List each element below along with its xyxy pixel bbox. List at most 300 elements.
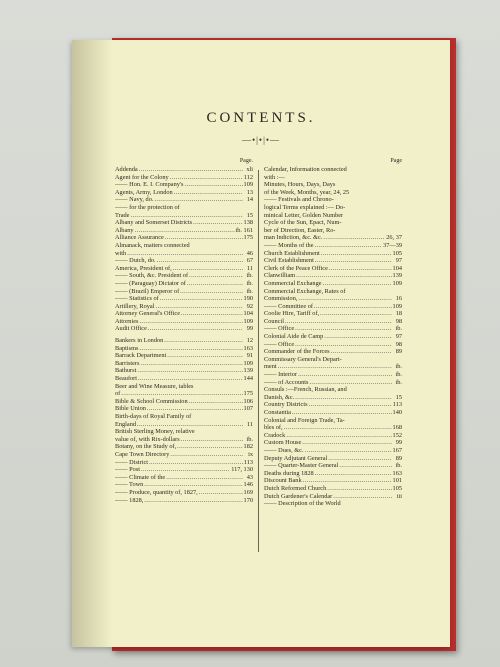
entry-page-number: ib. xyxy=(395,325,402,333)
contents-entry xyxy=(264,439,402,447)
leader-dots xyxy=(315,242,383,250)
entry-title: Beer and Wine Measure, tables xyxy=(115,382,194,390)
contents-entry xyxy=(264,295,402,303)
entry-title: Attorney General's Office xyxy=(115,310,181,318)
left-rows xyxy=(115,166,253,504)
contents-entry xyxy=(115,227,253,235)
contents-entry xyxy=(264,493,402,501)
leader-dots xyxy=(148,325,243,333)
leader-dots xyxy=(305,447,392,455)
contents-entry xyxy=(115,352,253,360)
contents-entry xyxy=(115,383,253,391)
leader-dots xyxy=(298,295,392,303)
entry-page-number: 152 xyxy=(392,431,402,439)
leader-dots xyxy=(167,352,243,360)
entry-title: Danish, &c. xyxy=(264,393,295,401)
entry-title: Deaths during 1828 xyxy=(264,469,314,477)
contents-entry xyxy=(115,337,253,345)
entry-title: Addenda xyxy=(115,166,138,173)
contents-entry xyxy=(115,443,253,451)
leader-dots xyxy=(315,470,392,478)
leader-dots xyxy=(292,409,392,417)
entry-title: British Sterling Money, relative xyxy=(115,428,195,436)
entry-title: Bible Union xyxy=(115,405,146,413)
leader-dots xyxy=(137,421,243,429)
entry-page-number: 91 xyxy=(246,352,253,360)
leader-dots xyxy=(165,234,243,242)
contents-entry xyxy=(264,363,402,371)
leader-dots xyxy=(303,477,392,485)
contents-entry xyxy=(115,325,253,333)
leader-dots xyxy=(333,493,392,501)
entry-title: —— (Paraguay) Dictator of xyxy=(115,279,186,287)
leader-dots xyxy=(324,333,392,341)
entry-page-number: 109 xyxy=(392,279,402,287)
contents-entry xyxy=(115,489,253,497)
contents-entry xyxy=(264,227,402,235)
entry-title: Bankers in London xyxy=(115,337,164,345)
contents-entry xyxy=(264,189,402,197)
leader-dots xyxy=(181,310,243,318)
leader-dots xyxy=(315,257,392,265)
contents-entry xyxy=(264,417,402,425)
entry-title: America, President of, xyxy=(115,264,172,272)
contents-entry xyxy=(264,250,402,258)
entry-title: ber of Direction, Easter, Ro- xyxy=(264,226,336,234)
entry-page-number: ib. 161 xyxy=(235,226,253,234)
right-rows xyxy=(264,166,402,508)
entry-page-number: 175 xyxy=(243,390,253,398)
contents-entry xyxy=(264,348,402,356)
entry-page-number: 169 xyxy=(243,488,253,496)
contents-entry xyxy=(115,345,253,353)
leader-dots xyxy=(189,272,243,280)
entry-title: Coolie Hire, Tariff of, xyxy=(264,310,320,318)
leader-dots xyxy=(164,337,243,345)
contents-entry xyxy=(264,212,402,220)
entry-title: —— Town xyxy=(115,481,144,489)
entry-page-number: 15 xyxy=(246,211,253,219)
leader-dots xyxy=(135,227,235,235)
entry-page-number: 144 xyxy=(243,375,253,383)
leader-dots xyxy=(328,455,392,463)
contents-entry xyxy=(115,459,253,467)
entry-page-number: ib. xyxy=(395,363,402,371)
contents-entry xyxy=(264,394,402,402)
entry-title: Artillery, Royal xyxy=(115,302,155,310)
contents-entry xyxy=(115,421,253,429)
entry-title: —— Climate of the xyxy=(115,473,166,481)
entry-page-number: 89 xyxy=(395,348,402,356)
entry-page-number: 104 xyxy=(392,264,402,272)
right-page-label: Page xyxy=(390,158,402,164)
contents-entry xyxy=(115,288,253,296)
entry-page-number: 11 xyxy=(246,264,253,272)
entry-title: ment xyxy=(264,363,277,371)
leader-dots xyxy=(180,288,243,296)
entry-title: Attornies xyxy=(115,317,139,325)
contents-entry xyxy=(115,466,253,474)
entry-page-number: 97 xyxy=(395,257,402,265)
entry-title: Cradock xyxy=(264,431,286,439)
entry-title: Agent for the Colony xyxy=(115,173,169,181)
entry-page-number: 139 xyxy=(392,272,402,280)
leader-dots xyxy=(323,280,392,288)
entry-page-number: ib. xyxy=(246,272,253,280)
entry-page-number: 89 xyxy=(395,454,402,462)
entry-title: —— Office xyxy=(264,340,295,348)
entry-page-number: ix xyxy=(248,450,253,458)
entry-title: man Indiction, &c. &c. xyxy=(264,234,323,242)
leader-dots xyxy=(331,348,392,356)
entry-title: Barrack Department xyxy=(115,352,167,360)
entry-page-number: 101 xyxy=(392,477,402,485)
entry-page-number: 139 xyxy=(243,367,253,375)
entry-title: Albany and Somerset Districts xyxy=(115,219,193,227)
contents-entry xyxy=(115,166,253,174)
entry-page-number: 98 xyxy=(395,340,402,348)
entry-title: England xyxy=(115,420,136,428)
title-ornament: —•|•|•— xyxy=(241,135,281,145)
leader-dots xyxy=(174,189,243,197)
entry-title: with :— xyxy=(264,173,285,181)
entry-title: —— 1828, xyxy=(115,496,144,504)
contents-entry xyxy=(264,166,402,174)
entry-page-number: ib. xyxy=(246,435,253,443)
entry-title: Commission, xyxy=(264,295,298,303)
entry-title: —— Dutch, do. xyxy=(115,257,156,265)
entry-title: Commercial Exchange, Rates of xyxy=(264,287,346,295)
contents-entry xyxy=(115,318,253,326)
contents-entry xyxy=(264,234,402,242)
entry-page-number: ib. xyxy=(395,371,402,379)
entry-title: Calendar, Information connected xyxy=(264,166,347,173)
leader-dots xyxy=(139,345,242,353)
leader-dots xyxy=(309,379,392,387)
leader-dots xyxy=(286,432,391,440)
entry-title: Birth-days of Royal Family of xyxy=(115,413,192,420)
contents-entry xyxy=(264,325,402,333)
entry-title: Dutch Reformed Church xyxy=(264,484,327,492)
entry-page-number: 18 xyxy=(395,310,402,318)
leader-dots xyxy=(309,401,392,409)
entry-title: Cape Town Directory xyxy=(115,450,170,458)
leader-dots xyxy=(144,481,242,489)
leader-dots xyxy=(140,360,242,368)
entry-page-number: 16 xyxy=(395,295,402,303)
entry-title: Colonial Aide de Camp xyxy=(264,333,324,341)
contents-entry xyxy=(264,500,402,508)
contents-entry xyxy=(264,204,402,212)
entry-title: —— Interior xyxy=(264,371,298,379)
entry-page-number: ib. xyxy=(246,279,253,287)
entry-title: —— District xyxy=(115,458,149,466)
entry-title: Clerk of the Peace Office xyxy=(264,264,328,272)
entry-title: Consuls :—French, Russian, and xyxy=(264,386,347,394)
leader-dots xyxy=(130,212,243,220)
entry-title: —— Months of the xyxy=(264,241,314,249)
entry-page-number: 97 xyxy=(395,333,402,341)
entry-page-number: 109 xyxy=(243,359,253,367)
entry-page-number: 46 xyxy=(246,249,253,257)
contents-entry xyxy=(115,497,253,505)
entry-page-number: 12 xyxy=(246,337,253,345)
contents-entry xyxy=(264,219,402,227)
entry-page-number: 104 xyxy=(243,310,253,318)
entry-title: Audit Office xyxy=(115,325,147,333)
leader-dots xyxy=(295,341,392,349)
leader-dots xyxy=(298,371,392,379)
entry-title: Country Districts xyxy=(264,401,308,409)
entry-page-number: 13 xyxy=(246,188,253,196)
entry-page-number: iii xyxy=(396,492,402,500)
entry-page-number: 170 xyxy=(243,496,253,504)
entry-title: —— Office xyxy=(264,325,295,333)
entry-title: Dutch Gardener's Calendar xyxy=(264,492,333,500)
entry-title: Church Establishment xyxy=(264,249,320,257)
leader-dots xyxy=(285,318,392,326)
entry-page-number: xli xyxy=(246,166,253,173)
leader-dots xyxy=(296,272,391,280)
entry-title: —— Hon. E. I. Company's xyxy=(115,181,184,189)
entry-title: —— Quarter-Master General xyxy=(264,462,339,470)
contents-entry xyxy=(264,196,402,204)
leader-dots xyxy=(339,462,392,470)
entry-title: —— for the protection of xyxy=(115,203,180,211)
entry-title: of the Week, Months, year, 24, 25 xyxy=(264,188,350,196)
leader-dots xyxy=(199,489,243,497)
contents-entry xyxy=(115,303,253,311)
contents-entry xyxy=(115,310,253,318)
entry-title: —— Festivals and Chrono- xyxy=(264,196,334,204)
left-page-label: Page. xyxy=(239,158,253,164)
leader-dots xyxy=(284,424,392,432)
leader-dots xyxy=(295,325,392,333)
leader-dots xyxy=(314,303,392,311)
entry-title: of xyxy=(115,390,121,398)
leader-dots xyxy=(321,250,392,258)
entry-page-number: 140 xyxy=(392,409,402,416)
contents-entry xyxy=(115,242,253,250)
contents-entry xyxy=(115,212,253,220)
entry-page-number: 109 xyxy=(392,302,402,310)
entry-title: Council xyxy=(264,317,284,325)
entry-title: Civil Establishment xyxy=(264,257,314,265)
entry-page-number: 163 xyxy=(243,344,253,352)
entry-title: Albany xyxy=(115,226,134,234)
entry-title: Discount Bank xyxy=(264,477,302,485)
entry-page-number: 138 xyxy=(243,219,253,227)
contents-entry xyxy=(115,280,253,288)
leader-dots xyxy=(139,166,243,174)
contents-entry xyxy=(264,181,402,189)
contents-entry xyxy=(264,318,402,326)
entry-page-number: 11 xyxy=(246,420,253,428)
contents-entry xyxy=(115,295,253,303)
entry-title: Cycle of the Sun, Epact, Num- xyxy=(264,219,342,227)
leader-dots xyxy=(181,436,243,444)
leader-dots xyxy=(193,219,242,227)
contents-right-column xyxy=(264,158,402,508)
contents-entry xyxy=(264,379,402,387)
entry-page-number: 113 xyxy=(243,458,253,466)
leader-dots xyxy=(170,451,243,459)
leader-dots xyxy=(149,459,243,467)
contents-entry xyxy=(264,303,402,311)
contents-entry xyxy=(264,310,402,318)
entry-title: Commissary General's Depart- xyxy=(264,355,342,363)
contents-left-column xyxy=(115,158,253,504)
entry-page-number: 163 xyxy=(392,469,402,477)
entry-page-number: 105 xyxy=(392,249,402,257)
leader-dots xyxy=(323,234,385,242)
entry-title: Constantia xyxy=(264,409,291,416)
contents-entry xyxy=(115,257,253,265)
contents-entry xyxy=(115,405,253,413)
contents-entry xyxy=(115,398,253,406)
entry-page-number: 37—39 xyxy=(383,241,402,249)
contents-entry xyxy=(264,470,402,478)
entry-page-number: 109 xyxy=(243,181,253,189)
leader-dots xyxy=(127,250,243,258)
leader-dots xyxy=(327,485,391,493)
contents-entry xyxy=(264,356,402,364)
entry-title: —— Produce, quantity of, 1827, xyxy=(115,488,198,496)
entry-title: bles of, xyxy=(264,424,283,432)
entry-title: Clanwilliam xyxy=(264,272,296,280)
entry-page-number: 67 xyxy=(246,257,253,265)
entry-title: Custom House xyxy=(264,439,302,447)
entry-title: —— Statistics of xyxy=(115,295,159,303)
entry-title: Alliance Assurance xyxy=(115,234,164,242)
leader-dots xyxy=(177,443,242,451)
contents-entry xyxy=(115,196,253,204)
leader-dots xyxy=(137,367,242,375)
entry-title: —— South, &c. President of xyxy=(115,272,189,280)
contents-entry xyxy=(115,413,253,421)
entry-title: Bathurst xyxy=(115,367,137,375)
contents-entry xyxy=(115,428,253,436)
contents-entry xyxy=(264,341,402,349)
leader-dots xyxy=(160,295,243,303)
leader-dots xyxy=(187,280,243,288)
leader-dots xyxy=(184,181,242,189)
entry-title: Colonial and Foreign Trade, Ta- xyxy=(264,416,345,424)
leader-dots xyxy=(166,474,243,482)
leader-dots xyxy=(154,196,243,204)
contents-entry xyxy=(264,409,402,417)
entry-page-number: 107 xyxy=(243,405,253,413)
entry-title: —— Description of the World xyxy=(264,500,341,508)
contents-entry xyxy=(115,390,253,398)
contents-entry xyxy=(264,257,402,265)
leader-dots xyxy=(157,257,243,265)
entry-page-number: 26, 37 xyxy=(386,234,402,242)
contents-entry xyxy=(115,481,253,489)
contents-entry xyxy=(115,436,253,444)
entry-page-number: ib. xyxy=(246,287,253,295)
leader-dots xyxy=(295,394,392,402)
entry-page-number: 99 xyxy=(395,439,402,447)
contents-entry xyxy=(115,219,253,227)
entry-page-number: 146 xyxy=(243,481,253,489)
contents-entry xyxy=(264,485,402,493)
contents-entry xyxy=(115,474,253,482)
entry-page-number: 106 xyxy=(243,397,253,405)
entry-page-number: 43 xyxy=(246,473,253,481)
entry-page-number: 109 xyxy=(243,317,253,325)
contents-entry xyxy=(264,242,402,250)
contents-entry xyxy=(264,462,402,470)
entry-title: Trade xyxy=(115,211,130,219)
leader-dots xyxy=(189,398,243,406)
entry-title: —— Post xyxy=(115,466,141,474)
entry-page-number: 98 xyxy=(395,317,402,325)
contents-entry xyxy=(264,477,402,485)
contents-entry xyxy=(264,424,402,432)
entry-title: —— of Accounts xyxy=(264,378,309,386)
contents-entry xyxy=(115,360,253,368)
entry-title: Baptisms xyxy=(115,344,139,352)
entry-page-number: 113 xyxy=(392,401,402,409)
leader-dots xyxy=(173,265,243,273)
entry-title: Minutes, Hours, Days, Days xyxy=(264,181,336,189)
entry-page-number: ib. xyxy=(395,378,402,386)
contents-entry xyxy=(115,265,253,273)
contents-entry xyxy=(264,288,402,296)
entry-title: logical Terms explained :— Do- xyxy=(264,203,346,211)
leader-dots xyxy=(121,390,242,398)
contents-entry xyxy=(264,447,402,455)
leader-dots xyxy=(144,497,242,505)
entry-title: value of, with Rix-dollars xyxy=(115,435,180,443)
entry-title: —— Navy, do. xyxy=(115,196,154,204)
contents-entry xyxy=(264,272,402,280)
entry-title: Bible & School Commission xyxy=(115,397,188,405)
entry-page-number: 168 xyxy=(392,424,402,432)
contents-entry xyxy=(264,333,402,341)
entry-page-number: 175 xyxy=(243,234,253,242)
entry-page-number: 190 xyxy=(243,295,253,303)
entry-title: Agents, Army, London xyxy=(115,188,173,196)
leader-dots xyxy=(320,310,392,318)
entry-page-number: 117, 130 xyxy=(231,466,253,474)
entry-page-number: 92 xyxy=(246,302,253,310)
contents-entry xyxy=(115,204,253,212)
entry-title: Commercial Exchange xyxy=(264,279,322,287)
contents-entry xyxy=(264,280,402,288)
entry-title: —— (Brazil) Emperor of xyxy=(115,287,180,295)
entry-title: Almanack, matters connected xyxy=(115,241,190,249)
entry-title: Commander of the Forces xyxy=(264,348,330,356)
entry-title: Deputy Adjutant General xyxy=(264,454,328,462)
leader-dots xyxy=(302,439,392,447)
page-gutter-shadow xyxy=(72,40,112,647)
entry-page-number: 112 xyxy=(243,173,253,181)
entry-title: Botany, on the Study of, xyxy=(115,443,177,451)
contents-entry xyxy=(115,367,253,375)
entry-title: Beaufort xyxy=(115,375,138,383)
leader-dots xyxy=(329,265,392,273)
entry-page-number: ib. xyxy=(395,462,402,470)
contents-entry xyxy=(264,371,402,379)
entry-page-number: 15 xyxy=(395,393,402,401)
contents-entry xyxy=(115,272,253,280)
entry-page-number: 105 xyxy=(392,484,402,492)
entry-page-number: 167 xyxy=(392,446,402,454)
entry-title: with xyxy=(115,249,127,257)
contents-entry xyxy=(115,375,253,383)
